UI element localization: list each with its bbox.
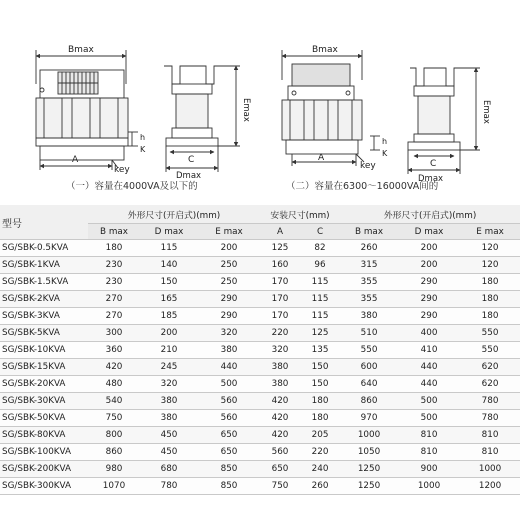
model-cell: SG/SBK-30KVA <box>0 393 88 410</box>
value-cell: 560 <box>260 444 300 461</box>
left-h-label: h <box>140 133 146 142</box>
value-cell: 355 <box>340 291 398 308</box>
right-emax-label: Emax <box>481 100 491 124</box>
table-row <box>0 359 520 376</box>
value-cell: 355 <box>340 274 398 291</box>
value-cell: 270 <box>88 291 140 308</box>
value-cell: 500 <box>398 410 460 427</box>
spec-table <box>0 205 520 495</box>
value-cell: 420 <box>260 410 300 427</box>
value-cell: 180 <box>300 393 340 410</box>
table-row <box>0 410 520 427</box>
value-cell: 125 <box>260 240 300 257</box>
value-cell: 1250 <box>340 461 398 478</box>
value-cell: 440 <box>398 359 460 376</box>
value-cell: 180 <box>460 291 520 308</box>
model-cell: SG/SBK-5KVA <box>0 325 88 342</box>
model-cell: SG/SBK-1.5KVA <box>0 274 88 291</box>
value-cell: 115 <box>140 240 198 257</box>
left-side-view <box>128 66 240 172</box>
col-header: C <box>300 224 340 240</box>
right-key-label: key <box>360 161 376 171</box>
value-cell: 420 <box>260 427 300 444</box>
value-cell: 810 <box>398 444 460 461</box>
caption-left: （一）容量在4000VA及以下的 <box>66 181 198 192</box>
model-cell: SG/SBK-0.5KVA <box>0 240 88 257</box>
value-cell: 440 <box>398 376 460 393</box>
drawings-area <box>0 0 520 200</box>
value-cell: 500 <box>398 393 460 410</box>
value-cell: 245 <box>140 359 198 376</box>
value-cell: 410 <box>398 342 460 359</box>
table-row <box>0 427 520 444</box>
value-cell: 560 <box>198 410 260 427</box>
value-cell: 250 <box>198 257 260 274</box>
table-row <box>0 342 520 359</box>
value-cell: 650 <box>198 427 260 444</box>
table-row <box>0 393 520 410</box>
col-header: E max <box>198 224 260 240</box>
value-cell: 205 <box>300 427 340 444</box>
value-cell: 780 <box>460 393 520 410</box>
value-cell: 420 <box>260 393 300 410</box>
value-cell: 115 <box>300 308 340 325</box>
spec-table-body <box>0 240 520 495</box>
value-cell: 320 <box>140 376 198 393</box>
value-cell: 120 <box>460 240 520 257</box>
value-cell: 620 <box>460 359 520 376</box>
value-cell: 150 <box>300 376 340 393</box>
value-cell: 780 <box>460 410 520 427</box>
col-header: E max <box>460 224 520 240</box>
model-cell: SG/SBK-1KVA <box>0 257 88 274</box>
table-row <box>0 240 520 257</box>
value-cell: 160 <box>260 257 300 274</box>
model-header: 型号 <box>0 205 88 240</box>
value-cell: 315 <box>340 257 398 274</box>
value-cell: 260 <box>300 478 340 495</box>
value-cell: 1200 <box>460 478 520 495</box>
right-bmax-label: Bmax <box>312 45 338 55</box>
group-header-outline-1: 外形尺寸(开启式)(mm) <box>88 205 260 224</box>
value-cell: 550 <box>460 342 520 359</box>
left-emax-label: Emax <box>241 98 251 122</box>
value-cell: 170 <box>260 308 300 325</box>
value-cell: 200 <box>198 240 260 257</box>
left-key-label: key <box>114 165 130 175</box>
value-cell: 220 <box>260 325 300 342</box>
value-cell: 650 <box>198 444 260 461</box>
value-cell: 230 <box>88 274 140 291</box>
model-cell: SG/SBK-3KVA <box>0 308 88 325</box>
value-cell: 135 <box>300 342 340 359</box>
right-dmax-label: Dmax <box>418 174 444 184</box>
value-cell: 1070 <box>88 478 140 495</box>
right-side-view <box>370 68 480 174</box>
value-cell: 500 <box>198 376 260 393</box>
table-row <box>0 325 520 342</box>
caption-right: （二）容量在6300～16000VA间的 <box>286 181 439 192</box>
table-group-header-row <box>0 205 520 224</box>
value-cell: 850 <box>198 478 260 495</box>
value-cell: 220 <box>300 444 340 461</box>
value-cell: 230 <box>88 257 140 274</box>
left-a-label: A <box>72 155 79 165</box>
value-cell: 420 <box>88 359 140 376</box>
table-row <box>0 257 520 274</box>
table-row <box>0 308 520 325</box>
right-h-label: h <box>382 137 388 146</box>
value-cell: 185 <box>140 308 198 325</box>
group-header-outline-2: 外形尺寸(开启式)(mm) <box>340 205 520 224</box>
value-cell: 170 <box>260 274 300 291</box>
value-cell: 480 <box>88 376 140 393</box>
value-cell: 200 <box>398 240 460 257</box>
col-header: B max <box>88 224 140 240</box>
value-cell: 380 <box>198 342 260 359</box>
model-cell: SG/SBK-2KVA <box>0 291 88 308</box>
value-cell: 82 <box>300 240 340 257</box>
value-cell: 540 <box>88 393 140 410</box>
value-cell: 1000 <box>398 478 460 495</box>
value-cell: 180 <box>460 308 520 325</box>
value-cell: 1000 <box>460 461 520 478</box>
model-cell: SG/SBK-10KVA <box>0 342 88 359</box>
value-cell: 180 <box>460 274 520 291</box>
value-cell: 240 <box>300 461 340 478</box>
left-k-label: K <box>140 145 146 154</box>
model-cell: SG/SBK-300KVA <box>0 478 88 495</box>
table-row <box>0 376 520 393</box>
model-cell: SG/SBK-20KVA <box>0 376 88 393</box>
value-cell: 600 <box>340 359 398 376</box>
value-cell: 560 <box>198 393 260 410</box>
value-cell: 1050 <box>340 444 398 461</box>
transformer-drawings <box>0 0 520 200</box>
col-header: B max <box>340 224 398 240</box>
value-cell: 400 <box>398 325 460 342</box>
right-c-label: C <box>430 159 437 169</box>
value-cell: 320 <box>198 325 260 342</box>
value-cell: 860 <box>340 393 398 410</box>
value-cell: 550 <box>460 325 520 342</box>
left-dmax-label: Dmax <box>176 171 202 181</box>
model-cell: SG/SBK-100KVA <box>0 444 88 461</box>
value-cell: 170 <box>260 291 300 308</box>
value-cell: 200 <box>140 325 198 342</box>
value-cell: 620 <box>460 376 520 393</box>
value-cell: 810 <box>460 427 520 444</box>
col-header: D max <box>398 224 460 240</box>
value-cell: 250 <box>198 274 260 291</box>
value-cell: 380 <box>340 308 398 325</box>
value-cell: 300 <box>88 325 140 342</box>
left-bmax-label: Bmax <box>68 45 94 55</box>
value-cell: 640 <box>340 376 398 393</box>
model-cell: SG/SBK-15KVA <box>0 359 88 376</box>
value-cell: 750 <box>260 478 300 495</box>
value-cell: 150 <box>140 274 198 291</box>
value-cell: 810 <box>398 427 460 444</box>
value-cell: 650 <box>260 461 300 478</box>
value-cell: 1250 <box>340 478 398 495</box>
value-cell: 165 <box>140 291 198 308</box>
value-cell: 140 <box>140 257 198 274</box>
value-cell: 115 <box>300 274 340 291</box>
value-cell: 115 <box>300 291 340 308</box>
value-cell: 550 <box>340 342 398 359</box>
value-cell: 750 <box>88 410 140 427</box>
value-cell: 150 <box>300 359 340 376</box>
col-header: D max <box>140 224 198 240</box>
value-cell: 120 <box>460 257 520 274</box>
value-cell: 1000 <box>340 427 398 444</box>
value-cell: 380 <box>260 359 300 376</box>
value-cell: 810 <box>460 444 520 461</box>
value-cell: 450 <box>140 427 198 444</box>
value-cell: 380 <box>140 410 198 427</box>
value-cell: 850 <box>198 461 260 478</box>
value-cell: 320 <box>260 342 300 359</box>
value-cell: 980 <box>88 461 140 478</box>
value-cell: 290 <box>398 308 460 325</box>
value-cell: 180 <box>300 410 340 427</box>
value-cell: 680 <box>140 461 198 478</box>
value-cell: 210 <box>140 342 198 359</box>
value-cell: 125 <box>300 325 340 342</box>
value-cell: 180 <box>88 240 140 257</box>
table-row <box>0 461 520 478</box>
right-a-label: A <box>318 153 325 163</box>
value-cell: 290 <box>198 308 260 325</box>
value-cell: 380 <box>260 376 300 393</box>
value-cell: 510 <box>340 325 398 342</box>
value-cell: 440 <box>198 359 260 376</box>
table-row <box>0 478 520 495</box>
value-cell: 780 <box>140 478 198 495</box>
col-header: A <box>260 224 300 240</box>
value-cell: 860 <box>88 444 140 461</box>
value-cell: 290 <box>198 291 260 308</box>
value-cell: 96 <box>300 257 340 274</box>
value-cell: 290 <box>398 291 460 308</box>
value-cell: 380 <box>140 393 198 410</box>
right-front-view <box>282 50 364 166</box>
value-cell: 270 <box>88 308 140 325</box>
right-k-label: K <box>382 149 388 158</box>
value-cell: 450 <box>140 444 198 461</box>
model-cell: SG/SBK-80KVA <box>0 427 88 444</box>
value-cell: 800 <box>88 427 140 444</box>
model-cell: SG/SBK-200KVA <box>0 461 88 478</box>
value-cell: 290 <box>398 274 460 291</box>
value-cell: 200 <box>398 257 460 274</box>
value-cell: 970 <box>340 410 398 427</box>
value-cell: 900 <box>398 461 460 478</box>
left-c-label: C <box>188 155 195 165</box>
table-row <box>0 291 520 308</box>
table-row <box>0 444 520 461</box>
value-cell: 360 <box>88 342 140 359</box>
left-front-view <box>36 50 128 170</box>
value-cell: 260 <box>340 240 398 257</box>
group-header-install: 安装尺寸(mm) <box>260 205 340 224</box>
model-cell: SG/SBK-50KVA <box>0 410 88 427</box>
table-row <box>0 274 520 291</box>
